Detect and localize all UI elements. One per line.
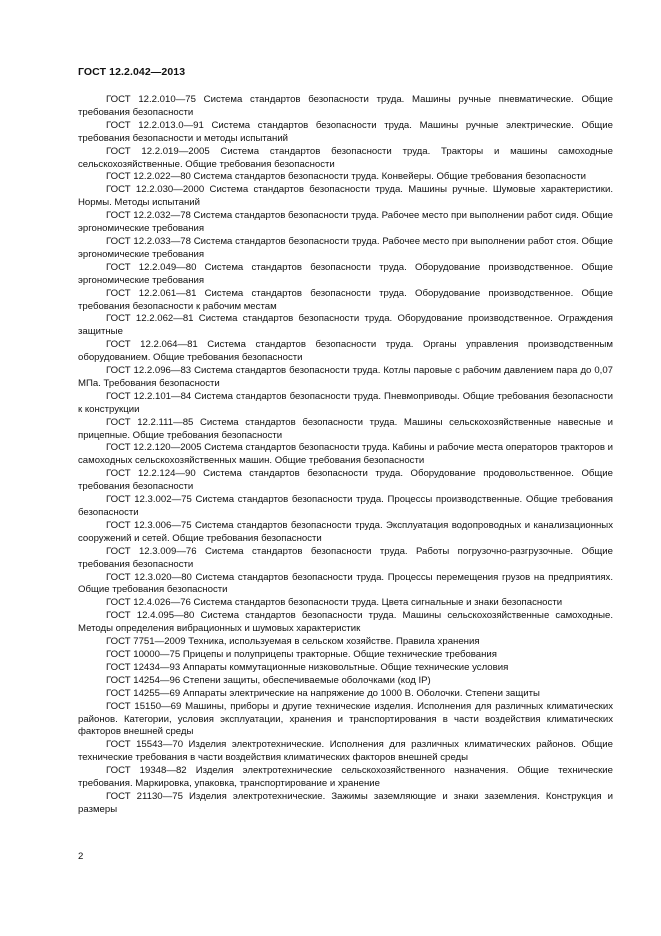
reference-item: ГОСТ 14254—96 Степени защиты, обеспечиваемые оболочками (код IP) bbox=[106, 674, 431, 686]
reference-item: ГОСТ 12.2.120—2005 Система стандартов безопасности труда. Кабины и рабочие места операторов тракторов и самоходных сельскохозяйственных машин. Общие требования безопасности bbox=[78, 442, 613, 467]
reference-item: ГОСТ 7751—2009 Техника, используемая в сельском хозяйстве. Правила хранения bbox=[106, 636, 480, 648]
reference-item: ГОСТ 12.3.006—75 Система стандартов безопасности труда. Эксплуатация водопроводных и канализационных сооружений и сетей. Общие требования безопасности bbox=[78, 519, 613, 544]
reference-item: ГОСТ 12.4.026—76 Система стандартов безопасности труда. Цвета сигнальные и знаки безопасности bbox=[106, 597, 563, 609]
reference-item: ГОСТ 12.2.101—84 Система стандартов безопасности труда. Пневмоприводы. Общие требования безопасности к конструкции bbox=[78, 390, 613, 415]
reference-item: ГОСТ 12.2.019—2005 Система стандартов безопасности труда. Тракторы и машины самоходные сельскохозяйственные. Общие требования безопасности bbox=[78, 145, 613, 170]
reference-item: ГОСТ 12.2.049—80 Система стандартов безопасности труда. Оборудование производственное. Общие эргономические требования bbox=[78, 261, 613, 286]
reference-item: ГОСТ 12.4.095—80 Система стандартов безопасности труда. Машины сельскохозяйственные самоходные. Методы определения вибрационных и шумовых характеристик bbox=[78, 610, 613, 635]
reference-item: ГОСТ 12.2.061—81 Система стандартов безопасности труда. Оборудование производственное. Общие требования безопасности к рабочим местам bbox=[78, 287, 613, 312]
reference-item: ГОСТ 12.3.002—75 Система стандартов безопасности труда. Процессы производственные. Общие требования безопасности bbox=[78, 494, 613, 518]
reference-item: ГОСТ 12434—93 Аппараты коммутационные низковольтные. Общие технические условия bbox=[106, 661, 509, 673]
reference-item: ГОСТ 12.2.064—81 Система стандартов безопасности труда. Органы управления производственным оборудованием. Общие требования безопасности bbox=[78, 339, 613, 364]
reference-item: ГОСТ 12.2.062—81 Система стандартов безопасности труда. Оборудование производственное. Ограждения защитные bbox=[78, 313, 613, 338]
reference-item: ГОСТ 15543—70 Изделия электротехнические. Исполнения для различных климатических районов. Общие технические требования в части воздействия климатических факторов внешней среды bbox=[78, 739, 613, 764]
reference-item: ГОСТ 12.2.111—85 Система стандартов безопасности труда. Машины сельскохозяйственные навесные и прицепные. Общие требования безопасности bbox=[78, 416, 613, 441]
page-number: 2 bbox=[78, 851, 84, 862]
reference-item: ГОСТ 10000—75 Прицепы и полуприцепы тракторные. Общие технические требования bbox=[106, 648, 497, 660]
reference-item: ГОСТ 15150—69 Машины, приборы и другие технические изделия. Исполнения для различных климатических районов. Категории, условия эксплуатации, хранения и транспортирования в части воздействия климатических факторов внешней среды bbox=[78, 700, 613, 738]
normative-references-list bbox=[78, 94, 613, 817]
reference-item: ГОСТ 21130—75 Изделия электротехнические. Зажимы заземляющие и знаки заземления. Конструкция и размеры bbox=[78, 790, 613, 815]
reference-item: ГОСТ 14255—69 Аппараты электрические на напряжение до 1000 В. Оболочки. Степени защиты bbox=[106, 687, 540, 699]
reference-item: ГОСТ 12.2.022—80 Система стандартов безопасности труда. Конвейеры. Общие требования безопасности bbox=[106, 171, 586, 183]
reference-item: ГОСТ 12.2.096—83 Система стандартов безопасности труда. Котлы паровые с рабочим давлением пара до 0,07 МПа. Требования безопасности bbox=[78, 365, 613, 389]
reference-item: ГОСТ 12.2.013.0—91 Система стандартов безопасности труда. Машины ручные электрические. Общие требования безопасности и методы испытаний bbox=[78, 119, 613, 144]
reference-item: ГОСТ 19348—82 Изделия электротехнические сельскохозяйственного назначения. Общие технические требования. Маркировка, упаковка, транспортирование и хранение bbox=[78, 765, 613, 790]
reference-item: ГОСТ 12.2.030—2000 Система стандартов безопасности труда. Машины ручные. Шумовые характеристики. Нормы. Методы испытаний bbox=[78, 184, 613, 209]
reference-item: ГОСТ 12.2.032—78 Система стандартов безопасности труда. Рабочее место при выполнении работ сидя. Общие эргономические требования bbox=[78, 210, 614, 235]
reference-item: ГОСТ 12.3.009—76 Система стандартов безопасности труда. Работы погрузочно-разгрузочные. Общие требования безопасности bbox=[78, 545, 613, 570]
reference-item: ГОСТ 12.2.124—90 Система стандартов безопасности труда. Оборудование продовольственное. Общие требования безопасности bbox=[78, 468, 613, 493]
document-header: ГОСТ 12.2.042—2013 bbox=[78, 66, 186, 78]
reference-item: ГОСТ 12.3.020—80 Система стандартов безопасности труда. Процессы перемещения грузов на предприятиях. Общие требования безопасности bbox=[78, 571, 613, 596]
reference-item: ГОСТ 12.2.010—75 Система стандартов безопасности труда. Машины ручные пневматические. Общие требования безопасности bbox=[78, 94, 613, 118]
reference-item: ГОСТ 12.2.033—78 Система стандартов безопасности труда. Рабочее место при выполнении работ стоя. Общие эргономические требования bbox=[78, 235, 613, 260]
